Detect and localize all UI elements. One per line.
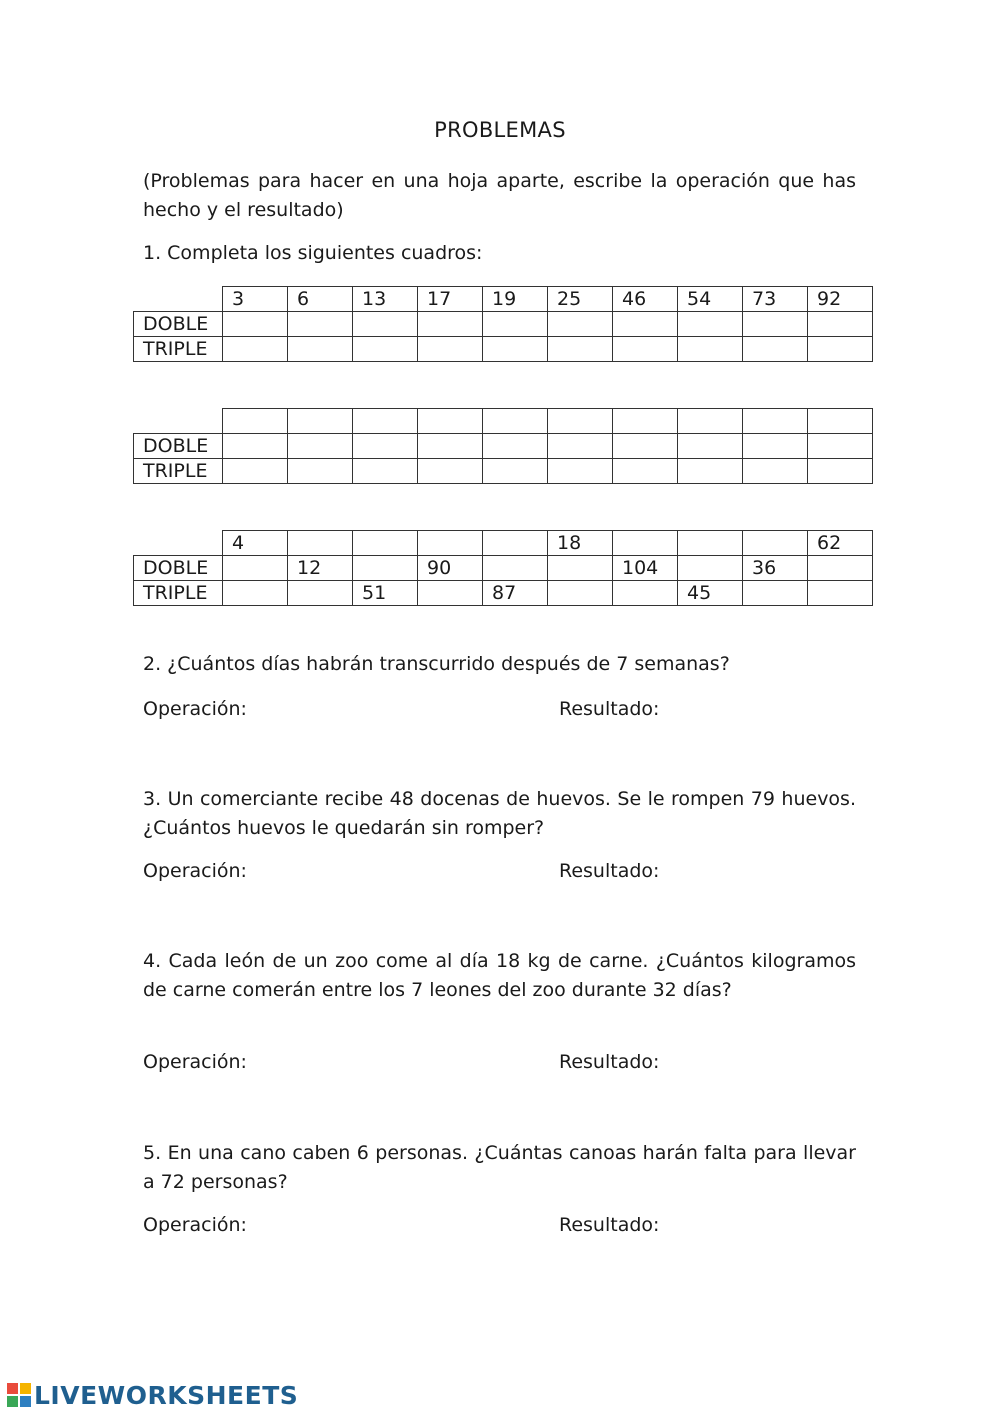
question-2: 2. ¿Cuántos días habrán transcurrido después de 7 semanas?: [143, 653, 730, 675]
answer-cell[interactable]: [743, 434, 808, 459]
answer-cell[interactable]: [353, 312, 418, 337]
number-cell: [418, 409, 483, 434]
answer-cell[interactable]: [613, 459, 678, 484]
number-cell: [288, 409, 353, 434]
number-cell: [288, 531, 353, 556]
answer-cell[interactable]: 104: [613, 556, 678, 581]
row-label: DOBLE: [134, 434, 223, 459]
answer-cell[interactable]: [678, 434, 743, 459]
operacion-label: Operación:: [143, 860, 247, 882]
row-label: DOBLE: [134, 556, 223, 581]
answer-cell[interactable]: [288, 312, 353, 337]
number-cell: [418, 531, 483, 556]
answer-cell[interactable]: 12: [288, 556, 353, 581]
answer-cell[interactable]: [548, 581, 613, 606]
answer-cell[interactable]: [678, 459, 743, 484]
answer-cell[interactable]: [548, 459, 613, 484]
answer-cell[interactable]: [483, 434, 548, 459]
number-cell: [613, 531, 678, 556]
answer-cell[interactable]: [613, 337, 678, 362]
answer-cell[interactable]: [548, 312, 613, 337]
answer-cell[interactable]: [678, 312, 743, 337]
answer-cell[interactable]: [678, 556, 743, 581]
number-cell: [483, 409, 548, 434]
answer-cell[interactable]: [808, 459, 873, 484]
answer-cell[interactable]: 87: [483, 581, 548, 606]
table-row-triple: [134, 459, 873, 484]
answer-cell[interactable]: [353, 459, 418, 484]
answer-cell[interactable]: [418, 434, 483, 459]
answer-cell[interactable]: [223, 581, 288, 606]
answer-cell[interactable]: [613, 434, 678, 459]
answer-cell[interactable]: [418, 312, 483, 337]
resultado-label: Resultado:: [559, 1214, 660, 1236]
row-label: DOBLE: [134, 312, 223, 337]
number-cell: [743, 409, 808, 434]
answer-cell[interactable]: [353, 556, 418, 581]
number-cell: [613, 409, 678, 434]
number-cell: 62: [808, 531, 873, 556]
table-row-triple: [134, 337, 873, 362]
number-cell: 4: [223, 531, 288, 556]
answer-cell[interactable]: [483, 337, 548, 362]
number-cell: [678, 531, 743, 556]
answer-cell[interactable]: [548, 556, 613, 581]
row-label: TRIPLE: [134, 581, 223, 606]
operacion-label: Operación:: [143, 1214, 247, 1236]
question-4: 4. Cada león de un zoo come al día 18 kg de carne. ¿Cuántos kilogramos de carne comerán entre los 7 leones del zoo durante 32 días?: [143, 950, 856, 1001]
answer-cell[interactable]: [743, 459, 808, 484]
answer-cell[interactable]: [743, 581, 808, 606]
table-header-row: [134, 409, 873, 434]
number-cell: [353, 531, 418, 556]
operacion-label: Operación:: [143, 698, 247, 720]
resultado-label: Resultado:: [559, 698, 660, 720]
resultado-label: Resultado:: [559, 1051, 660, 1073]
answer-cell[interactable]: [223, 312, 288, 337]
answer-cell[interactable]: 90: [418, 556, 483, 581]
number-cell: [743, 531, 808, 556]
answer-cell[interactable]: [288, 459, 353, 484]
table-row-triple: [134, 581, 873, 606]
answer-cell[interactable]: [223, 434, 288, 459]
question-1: 1. Completa los siguientes cuadros:: [143, 242, 483, 264]
number-cell: 46: [613, 287, 678, 312]
number-cell: 54: [678, 287, 743, 312]
table-row-doble: [134, 434, 873, 459]
instructions: (Problemas para hacer en una hoja aparte, escribe la operación que has hecho y el resultado): [143, 170, 856, 221]
number-cell: 13: [353, 287, 418, 312]
number-cell: 25: [548, 287, 613, 312]
answer-cell[interactable]: [223, 556, 288, 581]
answer-cell[interactable]: [418, 581, 483, 606]
operacion-label: Operación:: [143, 1051, 247, 1073]
corner-cell: [134, 409, 223, 434]
answer-cell[interactable]: [483, 459, 548, 484]
answer-cell[interactable]: [548, 337, 613, 362]
answer-cell[interactable]: [808, 556, 873, 581]
question-3: 3. Un comerciante recibe 48 docenas de huevos. Se le rompen 79 huevos. ¿Cuántos huevos le quedarán sin romper?: [143, 788, 856, 839]
answer-cell[interactable]: [808, 337, 873, 362]
number-cell: 73: [743, 287, 808, 312]
answer-cell[interactable]: [548, 434, 613, 459]
answer-cell[interactable]: [613, 581, 678, 606]
number-cell: [548, 409, 613, 434]
answer-cell[interactable]: [288, 434, 353, 459]
answer-cell[interactable]: [418, 337, 483, 362]
page-title: PROBLEMAS: [434, 118, 566, 142]
answer-cell[interactable]: [613, 312, 678, 337]
number-cell: 17: [418, 287, 483, 312]
number-cell: [223, 409, 288, 434]
answer-cell[interactable]: [808, 434, 873, 459]
table-1: [133, 286, 873, 362]
brand-name: LIVEWORKSHEETS: [34, 1380, 299, 1410]
question-5: 5. En una cano caben 6 personas. ¿Cuántas canoas harán falta para llevar a 72 personas?: [143, 1142, 856, 1193]
corner-cell: [134, 531, 223, 556]
answer-cell[interactable]: [483, 312, 548, 337]
answer-cell[interactable]: 51: [353, 581, 418, 606]
answer-cell[interactable]: [223, 459, 288, 484]
answer-cell[interactable]: [808, 581, 873, 606]
corner-cell: [134, 287, 223, 312]
answer-cell[interactable]: [743, 312, 808, 337]
table-3: [133, 530, 873, 606]
answer-cell[interactable]: [288, 337, 353, 362]
answer-cell[interactable]: [483, 556, 548, 581]
number-cell: 3: [223, 287, 288, 312]
table-2: [133, 408, 873, 484]
answer-cell[interactable]: [288, 581, 353, 606]
answer-cell[interactable]: [223, 337, 288, 362]
number-cell: [483, 531, 548, 556]
table-header-row: [134, 287, 873, 312]
answer-cell[interactable]: 36: [743, 556, 808, 581]
answer-cell[interactable]: [353, 434, 418, 459]
liveworksheets-logo-icon: [6, 1382, 32, 1408]
number-cell: 18: [548, 531, 613, 556]
answer-cell[interactable]: 45: [678, 581, 743, 606]
answer-cell[interactable]: [678, 337, 743, 362]
answer-cell[interactable]: [808, 312, 873, 337]
row-label: TRIPLE: [134, 459, 223, 484]
table-row-doble: [134, 556, 873, 581]
number-cell: [678, 409, 743, 434]
answer-cell[interactable]: [743, 337, 808, 362]
table-row-doble: [134, 312, 873, 337]
table-header-row: [134, 531, 873, 556]
answer-cell[interactable]: [418, 459, 483, 484]
resultado-label: Resultado:: [559, 860, 660, 882]
row-label: TRIPLE: [134, 337, 223, 362]
number-cell: 92: [808, 287, 873, 312]
footer-brand[interactable]: [6, 1380, 298, 1410]
number-cell: 19: [483, 287, 548, 312]
answer-cell[interactable]: [353, 337, 418, 362]
number-cell: [353, 409, 418, 434]
number-cell: 6: [288, 287, 353, 312]
number-cell: [808, 409, 873, 434]
